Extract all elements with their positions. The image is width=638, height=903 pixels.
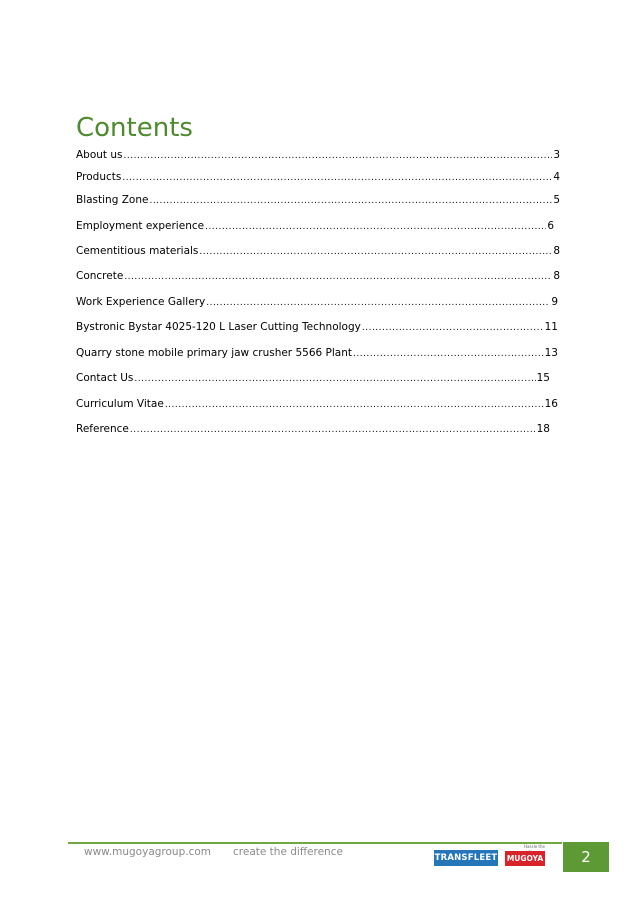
- toc-entry-concrete[interactable]: [76, 269, 560, 284]
- toc-entry-page: 13: [544, 347, 558, 359]
- toc-entry-laser-cutting[interactable]: [76, 320, 558, 335]
- toc-dot-leader: [134, 372, 535, 386]
- toc-title: Contents: [76, 113, 193, 143]
- toc-entry-employment-experience[interactable]: [76, 219, 554, 234]
- toc-dot-leader: [122, 171, 552, 185]
- footer-slogan: create the difference: [233, 846, 343, 858]
- mugoya-logo-wordmark: MUGOYA: [505, 851, 545, 866]
- toc-entry-label: Blasting Zone: [76, 194, 149, 206]
- toc-entry-products[interactable]: [76, 170, 560, 185]
- toc-entry-page: 4: [553, 171, 560, 183]
- toc-dot-leader: [199, 245, 552, 259]
- toc-entry-label: Reference: [76, 423, 129, 435]
- toc-dot-leader: [353, 347, 544, 361]
- toc-entry-page: 11: [544, 321, 558, 333]
- toc-entry-page: 15: [536, 372, 550, 384]
- toc-entry-about-us[interactable]: [76, 148, 560, 163]
- toc-entry-blasting-zone[interactable]: [76, 193, 560, 208]
- toc-entry-label: Curriculum Vitae: [76, 398, 164, 410]
- toc-entry-label: Work Experience Gallery: [76, 296, 206, 308]
- toc-dot-leader: [165, 398, 544, 412]
- mugoya-logo-tagline: Hassle the: [523, 844, 545, 849]
- toc-entry-label: Contact Us: [76, 372, 134, 384]
- toc-entry-page: 16: [544, 398, 558, 410]
- toc-entry-curriculum-vitae[interactable]: [76, 397, 558, 412]
- toc-entry-label: About us: [76, 149, 123, 161]
- toc-dot-leader: [130, 423, 536, 437]
- toc-entry-reference[interactable]: [76, 422, 550, 437]
- toc-entry-page: 18: [536, 423, 550, 435]
- toc-entry-page: 5: [553, 194, 560, 206]
- toc-entry-label: Employment experience: [76, 220, 205, 232]
- toc-dot-leader: [124, 270, 552, 284]
- toc-entry-page: 8: [553, 270, 560, 282]
- footer-divider: [68, 842, 562, 844]
- toc-entry-page: 9: [551, 296, 558, 308]
- toc-entry-label: Bystronic Bystar 4025-120 L Laser Cutting Technology: [76, 321, 361, 333]
- page-number: 2: [563, 842, 609, 872]
- toc-dot-leader: [205, 220, 546, 234]
- toc-entry-label: Concrete: [76, 270, 124, 282]
- toc-entry-work-experience-gallery[interactable]: [76, 295, 558, 310]
- transfleet-logo: TRANSFLEET: [434, 850, 498, 866]
- toc-entry-label: Products: [76, 171, 122, 183]
- toc-dot-leader: [206, 296, 550, 310]
- toc-entry-label: Quarry stone mobile primary jaw crusher 5566 Plant: [76, 347, 352, 359]
- footer-website: www.mugoyagroup.com: [84, 846, 212, 858]
- mugoya-logo: [505, 844, 545, 868]
- toc-entry-contact-us[interactable]: [76, 371, 550, 386]
- toc-entry-page: 8: [553, 245, 560, 257]
- toc-dot-leader: [149, 194, 552, 208]
- toc-dot-leader: [124, 149, 553, 163]
- toc-entry-page: 6: [547, 220, 554, 232]
- toc-entry-jaw-crusher[interactable]: [76, 346, 558, 361]
- toc-entry-page: 3: [553, 149, 560, 161]
- toc-dot-leader: [362, 321, 544, 335]
- toc-entry-cementitious-materials[interactable]: [76, 244, 560, 259]
- toc-entry-label: Cementitious materials: [76, 245, 199, 257]
